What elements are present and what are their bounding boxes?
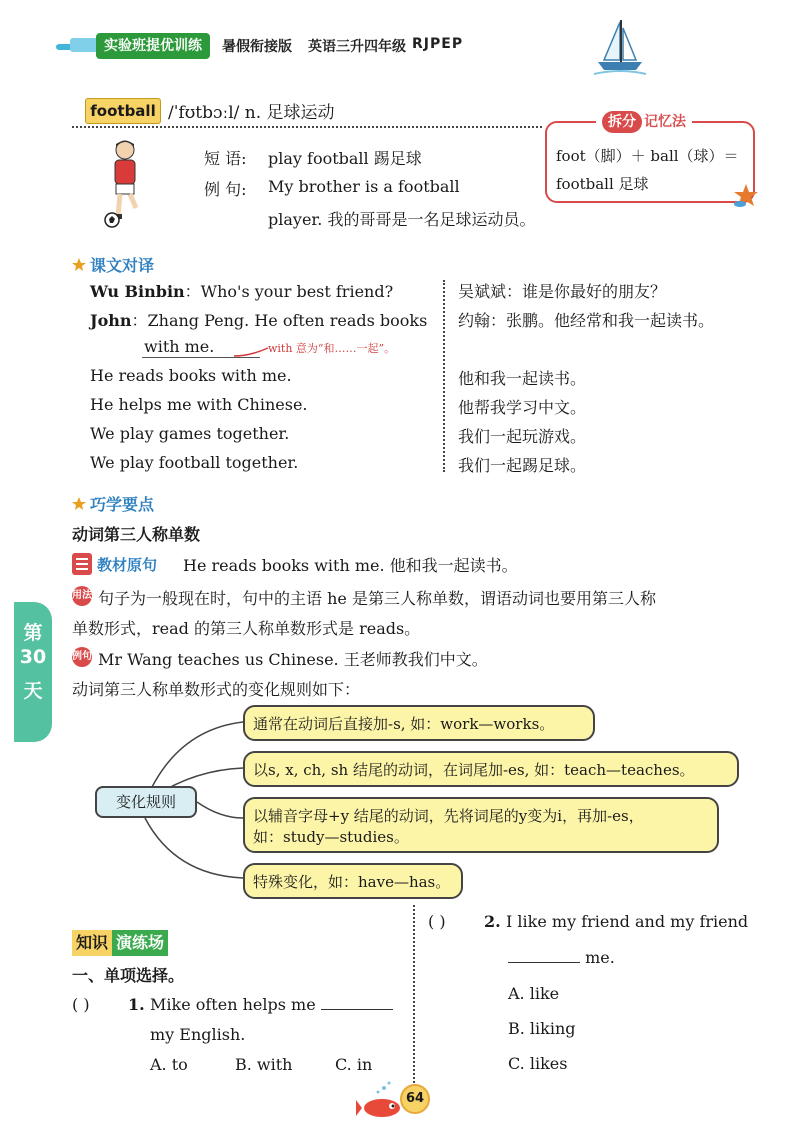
exercise-badge-b: 演练场 [112, 930, 168, 956]
memory-title-text: 记忆法 [644, 114, 686, 130]
usage-tag: 用法 [72, 586, 92, 606]
rules-center-node: 变化规则 [95, 786, 197, 818]
memory-title-badge: 拆分 [602, 111, 642, 133]
option[interactable]: A. like [508, 984, 560, 1003]
rule-box [243, 797, 719, 853]
starfish-icon [732, 182, 760, 208]
question-text [508, 948, 615, 967]
book-icon [72, 553, 92, 575]
example-text: My brother is a football [268, 177, 460, 196]
rules-intro: 动词第三人称单数形式的变化规则如下： [72, 680, 361, 699]
exercise-section-title: 一、单项选择。 [72, 966, 185, 985]
phrase-text: play football 踢足球 [268, 149, 422, 168]
dialogue-line [90, 279, 393, 302]
exercise-badge [72, 930, 168, 956]
memory-title [596, 111, 692, 135]
dialogue-zh: 我们一起玩游戏。 [458, 427, 587, 446]
arrow-icon [232, 342, 272, 358]
usage-text: 单数形式，read 的第三人称单数形式是 reads。 [72, 619, 421, 638]
question-number: 2. [484, 912, 501, 931]
answer-paren[interactable]: ( ) [428, 912, 446, 931]
grammar-subtitle: 动词第三人称单数 [72, 525, 201, 544]
rule-line: 以辅音字母+y 结尾的动词，先将词尾的y变为i，再加-es， [253, 807, 644, 825]
dialogue-line [90, 308, 427, 331]
exercise-divider [413, 905, 415, 1095]
section-title-dialogue: 课文对译 [90, 256, 155, 275]
phrase-label: 短 语: [204, 149, 247, 168]
page-number: 64 [400, 1084, 430, 1114]
answer-paren[interactable]: ( ) [72, 995, 90, 1014]
answer-blank[interactable] [508, 949, 580, 963]
dialogue-zh: 他和我一起读书。 [458, 369, 587, 388]
rule-box: 通常在动词后直接加-s, 如：work—works。 [243, 705, 595, 741]
soccer-boy-icon [100, 138, 150, 228]
memory-line: foot（脚）＋ ball（球）＝ [556, 147, 739, 165]
question-text-b: me. [585, 948, 615, 967]
annotation-note: with 意为“和……一起”。 [268, 342, 396, 355]
answer-blank[interactable] [321, 996, 393, 1010]
exercise-badge-a: 知识 [72, 930, 112, 956]
speaker-name: Wu Binbin [90, 282, 185, 301]
option[interactable]: A. to [150, 1055, 188, 1074]
dialogue-zh: 他帮我学习中文。 [458, 398, 587, 417]
dialogue-en: He reads books with me. [90, 366, 292, 385]
example-tag: 例句 [72, 647, 92, 667]
sailboat-icon [590, 18, 650, 78]
section-title-grammar: 巧学要点 [90, 495, 155, 514]
vocab-word: football [85, 98, 161, 124]
example-label: 例 句: [204, 180, 247, 199]
divider [72, 126, 542, 128]
dialogue-en: ：Zhang Peng. He often reads books [131, 311, 428, 330]
rule-line: 如：study—studies。 [253, 828, 409, 846]
original-sentence: He reads books with me. 他和我一起读书。 [183, 556, 518, 575]
memory-line: football 足球 [556, 175, 649, 193]
header-edition: 暑假衔接版 [222, 39, 292, 55]
series-badge: 实验班提优训练 [96, 33, 210, 59]
star-icon [72, 497, 86, 511]
header-version: RJPEP [412, 36, 464, 52]
option[interactable]: B. liking [508, 1019, 576, 1038]
day-tab-text: 第 [23, 622, 43, 644]
example-text: player. 我的哥哥是一名足球运动员。 [268, 210, 536, 229]
example-sentence: Mr Wang teaches us Chinese. 王老师教我们中文。 [98, 650, 488, 669]
dialogue-zh: 约翰：张鹏。他经常和我一起读书。 [458, 311, 715, 330]
dialogue-en: We play games together. [90, 424, 290, 443]
option[interactable]: C. in [335, 1055, 373, 1074]
question-text-b: my English. [150, 1025, 246, 1044]
question-text-a: Mike often helps me [150, 995, 316, 1014]
dialogue-en: He helps me with Chinese. [90, 395, 308, 414]
star-icon [72, 258, 86, 272]
rule-box: 特殊变化，如：have—has。 [243, 863, 463, 899]
dialogue-en: with me. [144, 337, 215, 356]
question-text [150, 995, 393, 1014]
usage-text: 句子为一般现在时，句中的主语 he 是第三人称单数，谓语动词也要用第三人称 [98, 589, 656, 608]
original-sentence-label: 教材原句 [97, 556, 158, 574]
day-tab-text: 天 [23, 680, 43, 702]
speaker-name: John [90, 311, 132, 330]
dialogue-zh: 我们一起踢足球。 [458, 456, 587, 475]
rule-box: 以s, x, ch, sh 结尾的动词，在词尾加-es, 如：teach—teaches。 [243, 751, 739, 787]
question-text-a: I like my friend and my friend [506, 912, 749, 931]
dialogue-divider [443, 280, 445, 472]
day-tab-number: 30 [19, 646, 47, 668]
dialogue-en: ：Who's your best friend? [184, 282, 394, 301]
question-number: 1. [128, 995, 145, 1014]
option[interactable]: B. with [235, 1055, 293, 1074]
header-subject: 英语三升四年级 [308, 39, 406, 55]
dialogue-zh: 吴斌斌：谁是你最好的朋友？ [458, 282, 667, 301]
option[interactable]: C. likes [508, 1054, 568, 1073]
vocab-phonetic: /ˈfʊtbɔːl/ n. 足球运动 [168, 103, 335, 123]
dialogue-en: We play football together. [90, 453, 299, 472]
